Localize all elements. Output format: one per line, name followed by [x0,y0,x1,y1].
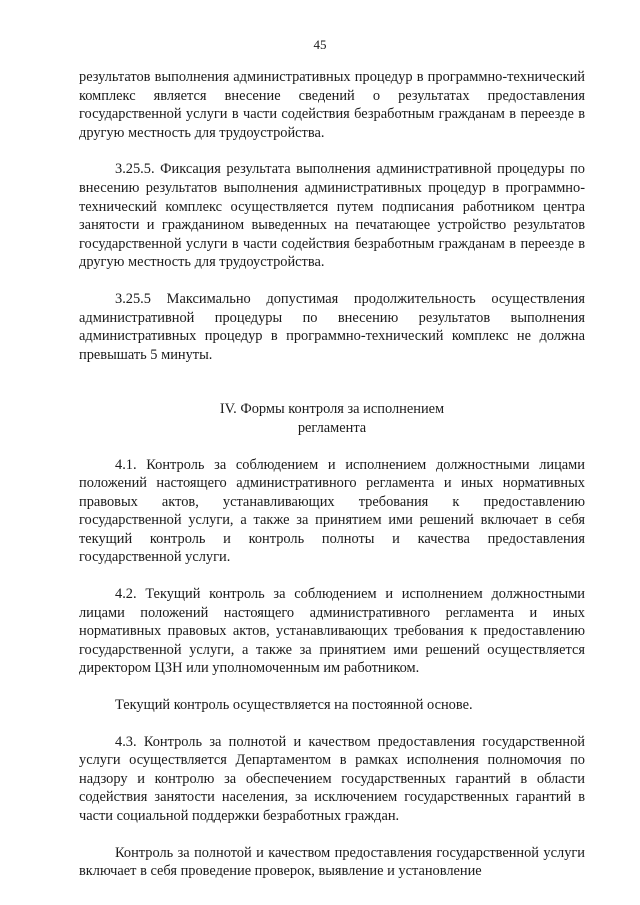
paragraph-control-quality: Контроль за полнотой и качеством предоставления государственной услуги включает в себя проведение проверок, выявление и установление [79,844,585,880]
paragraph-4-3: 4.3. Контроль за полнотой и качеством предоставления государственной услуги осуществляется Департаментом в рамках исполнения полномочия по надзору и контролю за обеспечением государственных гарантий в области содействия занятости населения, за исключением государственных гарантий в части социальной поддержки безработных граждан. [79,733,585,824]
paragraph-3-25-5-fixation: 3.25.5. Фиксация результата выполнения административной процедуры по внесению результатов выполнения административных процедур в программно-технический комплекс осуществляется путем подписания работником центра занятости и гражданином выведенных на печатающее устройство результатов государственной услуги в части содействия безработным гражданам в переезде в другую местность для трудоустройства. [79,161,585,271]
paragraph-3-25-5-duration: 3.25.5 Максимально допустимая продолжительность осуществления административной процедуры по внесению результатов выполнения административных процедур в программно-технический комплекс не должна превышать 5 минуты. [79,290,585,363]
paragraph-results-entry: результатов выполнения административных процедур в программно-технический комплекс является внесение сведений о результатах предоставления государственной услуги в части содействия безработным гражданам в переезде в другую местность для трудоустройства. [79,69,585,141]
section-heading-line2: регламента [297,419,367,436]
section-heading [79,400,585,437]
paragraph-4-2: 4.2. Текущий контроль за соблюдением и исполнением должностными лицами положений настоящего административного регламента и иных нормативных правовых актов, устанавливающих требования к предоставлению государственной услуги, а также за принятием ими решений осуществляется директором ЦЗН или уполномоченным им работником. [79,586,585,677]
section-heading-line1: IV. Формы контроля за исполнением [219,401,445,418]
paragraph-4-1: 4.1. Контроль за соблюдением и исполнением должностными лицами положений настоящего административного регламента и иных нормативных правовых актов, устанавливающих требования к предоставлению государственной услуги, а также за принятием ими решений включает в себя текущий контроль и контроль полноты и качества предоставления государственной услуги. [79,456,585,566]
paragraph-current-control: Текущий контроль осуществляется на постоянной основе. [115,697,473,714]
document-body [79,68,585,881]
page-number: 45 [313,37,327,52]
